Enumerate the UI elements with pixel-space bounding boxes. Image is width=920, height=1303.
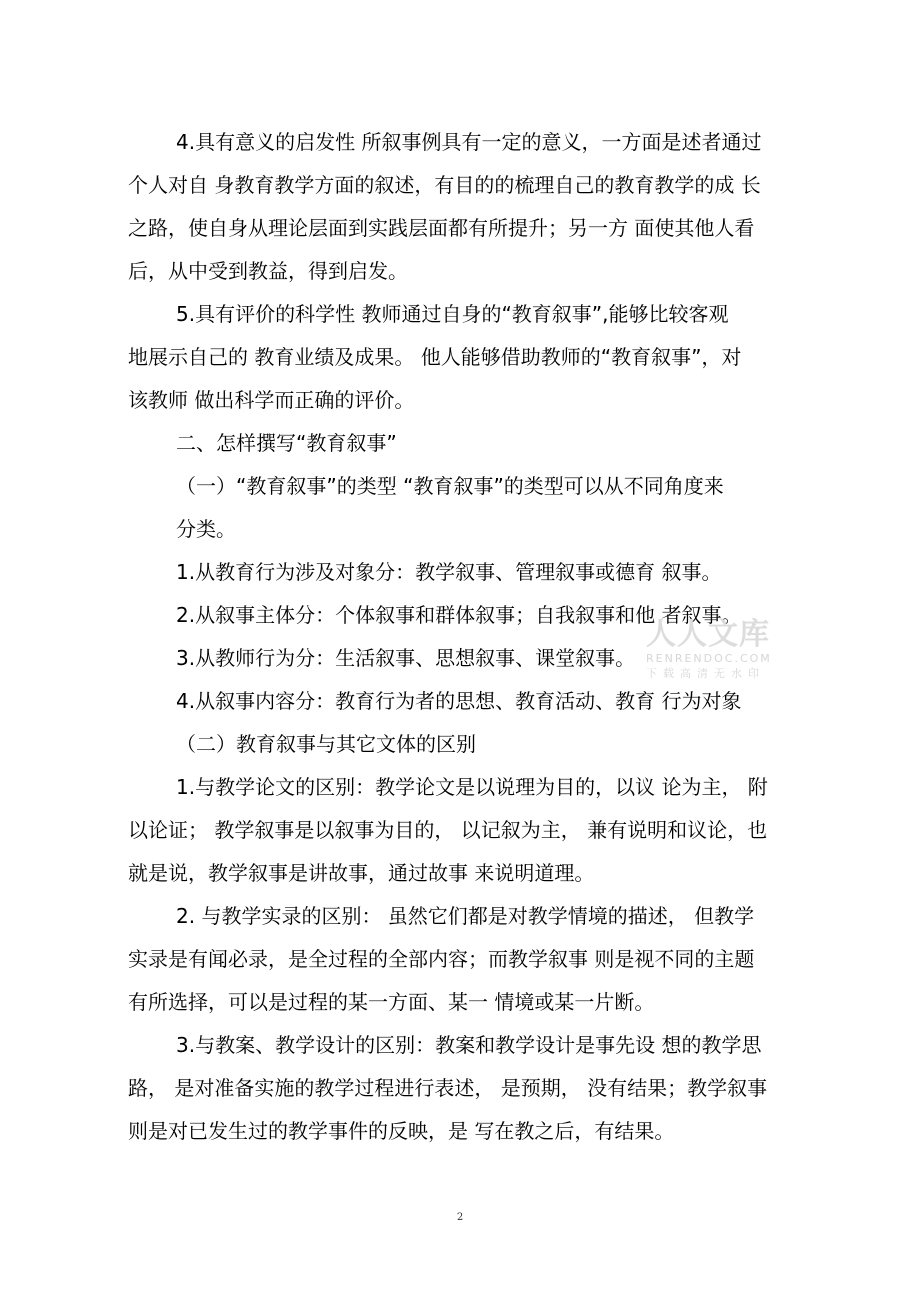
text-line: 分类。 bbox=[176, 517, 236, 541]
text-line: 该教师 做出科学而正确的评价。 bbox=[128, 388, 415, 412]
paragraph bbox=[128, 680, 794, 723]
text-line: 2.从叙事主体分：个体叙事和群体叙事；自我叙事和他 者叙事。 bbox=[176, 603, 742, 627]
text-line: 地展示自己的 教育业绩及成果。 他人能够借助教师的“教育叙事”，对 bbox=[128, 345, 742, 369]
watermark bbox=[646, 618, 776, 682]
text-line: 5.具有评价的科学性 教师通过自身的“教育叙事”,能够比较客观 bbox=[176, 302, 729, 326]
text-line: （二）教育叙事与其它文体的区别 bbox=[176, 732, 476, 756]
paragraph bbox=[128, 422, 794, 465]
text-line: 1.与教学论文的区别：教学论文是以说理为目的，以议 论为主， 附 bbox=[176, 775, 768, 799]
text-line: 则是对已发生过的教学事件的反映，是 写在教之后，有结果。 bbox=[128, 1119, 675, 1143]
text-line: 有所选择，可以是过程的某一方面、某一 情境或某一片断。 bbox=[128, 990, 655, 1014]
paragraph bbox=[128, 551, 794, 594]
text-line: 二、怎样撰写“教育叙事” bbox=[176, 431, 397, 455]
text-line: 个人对自 身教育教学方面的叙述，有目的的梳理自己的教育教学的成 长 bbox=[128, 173, 761, 197]
watermark-domain: RENRENDOC.COM bbox=[646, 652, 772, 665]
paragraph bbox=[128, 895, 794, 1024]
text-line: 3.与教案、教学设计的区别：教案和教学设计是事先设 想的教学思 bbox=[176, 1033, 762, 1057]
text-line: 以论证； 教学叙事是以叙事为目的， 以记叙为主， 兼有说明和议论，也 bbox=[128, 818, 768, 842]
paragraph bbox=[128, 121, 794, 293]
text-line: 之路，使自身从理论层面到实践层面都有所提升；另一方 面使其他人看 bbox=[128, 216, 755, 240]
text-line: 3.从教师行为分：生活叙事、思想叙事、课堂叙事。 bbox=[176, 646, 636, 670]
page-number: 2 bbox=[456, 1212, 464, 1223]
paragraph bbox=[128, 293, 794, 422]
watermark-logo-text: 人人文库 bbox=[646, 617, 770, 652]
paragraph bbox=[128, 465, 794, 551]
text-line: 就是说，教学叙事是讲故事，通过故事 来说明道理。 bbox=[128, 861, 595, 885]
text-line: 4.具有意义的启发性 所叙事例具有一定的意义，一方面是述者通过 bbox=[176, 130, 762, 154]
text-line: 2. 与教学实录的区别： 虽然它们都是对教学情境的描述， 但教学 bbox=[176, 904, 755, 928]
paragraph bbox=[128, 1024, 794, 1153]
text-line: （一）“教育叙事”的类型 “教育叙事”的类型可以从不同角度来 bbox=[176, 474, 724, 498]
text-line: 4.从叙事内容分：教育行为者的思想、教育活动、教育 行为对象 bbox=[176, 689, 742, 713]
paragraph bbox=[128, 766, 794, 895]
text-line: 实录是有闻必录，是全过程的全部内容；而教学叙事 则是视不同的主题 bbox=[128, 947, 755, 971]
paragraph bbox=[128, 723, 794, 766]
text-line: 路， 是对准备实施的教学过程进行表述， 是预期， 没有结果；教学叙事 bbox=[128, 1076, 768, 1100]
text-line: 1.从教育行为涉及对象分：教学叙事、管理叙事或德育 叙事。 bbox=[176, 560, 722, 584]
text-line: 后，从中受到教益，得到启发。 bbox=[128, 259, 408, 283]
watermark-note: 下载高清无水印 bbox=[646, 667, 765, 680]
